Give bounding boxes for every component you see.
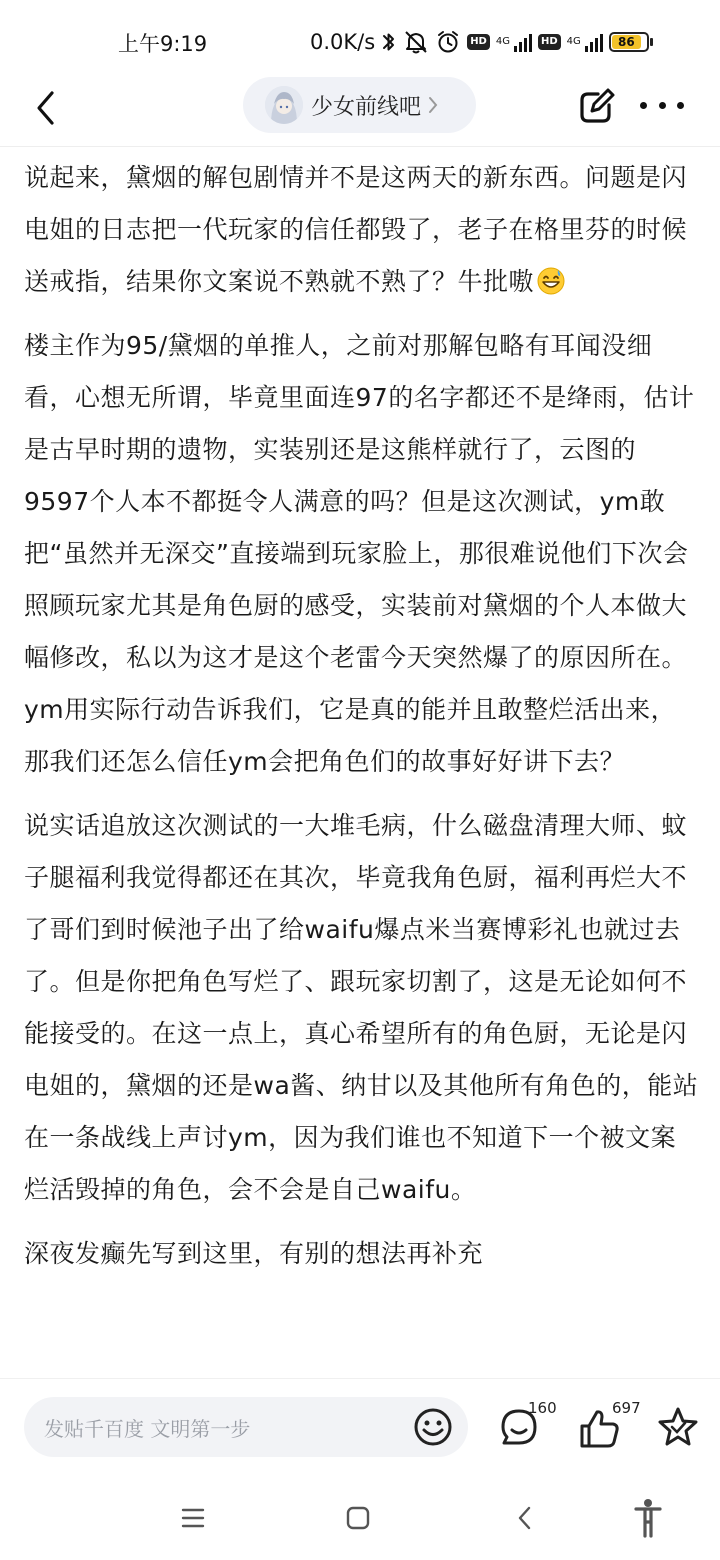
forum-name: 少女前线吧 (311, 94, 422, 120)
home-button[interactable] (336, 1496, 380, 1540)
emoji-button[interactable] (412, 1406, 454, 1448)
forum-avatar (265, 86, 303, 124)
forum-link[interactable] (243, 77, 476, 133)
post-paragraph: 说起来，黛烟的解包剧情并不是这两天的新东西。问题是闪电姐的日志把一代玩家的信任都毁了，老子在格里芬的时候送戒指，结果你文案说不熟就不熟了？牛批嗷 (24, 163, 688, 296)
edit-icon (578, 85, 618, 125)
accessibility-button[interactable] (626, 1496, 670, 1540)
recent-apps-button[interactable] (171, 1496, 215, 1540)
bluetooth-icon (381, 30, 397, 54)
accessibility-icon (633, 1498, 663, 1538)
comment-count: 160 (528, 1399, 557, 1417)
status-icons (310, 28, 653, 56)
grinning-sweat-emoji-icon (536, 266, 566, 296)
network-type: 4G (566, 36, 581, 47)
back-icon (34, 90, 58, 126)
like-count: 697 (612, 1399, 641, 1417)
reply-placeholder: 发贴千百度 文明第一步 (44, 1416, 251, 1441)
reply-input[interactable] (24, 1397, 468, 1457)
back-icon (517, 1506, 533, 1530)
status-time: 上午9:19 (118, 32, 208, 56)
post-paragraph: 深夜发癫先写到这里，有别的想法再补充 (24, 1239, 484, 1268)
hd-badge: HD (538, 34, 561, 50)
favorite-icon (656, 1405, 700, 1449)
chevron-right-icon (427, 95, 439, 115)
system-nav-bar (0, 1472, 720, 1560)
more-button[interactable] (640, 98, 684, 112)
post-content (24, 152, 700, 1292)
home-icon (346, 1506, 370, 1530)
status-bar (0, 0, 720, 80)
post-paragraph: 楼主作为95/黛烟的单推人，之前对那解包略有耳闻没细看，心想无所谓，毕竟里面连97的名字都还不是绛雨，估计是古早时期的遗物，实装别还是这熊样就行了，云图的9597个人本不都挺令人满意的吗？但是这次测试，ym敢把“虽然并无深交”直接端到玩家脸上，那很难说他们下次会照顾玩家尤其是角色厨的感受，实装前对黛烟的个人本做大幅修改，私以为这才是这个老雷今天突然爆了的原因所在。ym用实际行动告诉我们，它是真的能并且敢整烂活出来，那我们还怎么信任ym会把角色们的故事好好讲下去？ (24, 331, 695, 776)
edit-button[interactable] (578, 85, 618, 125)
like-button[interactable] (578, 1399, 648, 1451)
system-back-button[interactable] (503, 1496, 547, 1540)
favorite-button[interactable] (656, 1399, 702, 1451)
battery-level: 86 (612, 35, 641, 49)
more-icon (640, 102, 647, 109)
comment-button[interactable] (498, 1399, 558, 1451)
post-paragraph: 说实话追放这次测试的一大堆毛病，什么磁盘清理大师、蚊子腿福利我觉得都还在其次，毕竟我角色厨，福利再烂大不了哥们到时候池子出了给waifu爆点米当赛博彩礼也就过去了。但是你把角色写烂了、跟玩家切割了，这是无论如何不能接受的。在这一点上，真心希望所有的角色厨，无论是闪电姐的，黛烟的还是wa酱、纳甘以及其他所有角色的，能站在一条战线上声讨ym，因为我们谁也不知道下一个被文案烂活毁掉的角色，会不会是自己waifu。 (24, 811, 699, 1204)
hd-badge: HD (467, 34, 490, 50)
top-nav-bar (0, 80, 720, 147)
alarm-icon (435, 29, 461, 55)
mute-icon (403, 29, 429, 55)
battery-icon (609, 32, 653, 52)
emoji-icon (412, 1406, 454, 1448)
menu-icon (181, 1507, 205, 1529)
network-type: 4G (495, 36, 510, 47)
bottom-action-bar (0, 1378, 720, 1473)
back-button[interactable] (26, 84, 66, 132)
signal-icon (514, 32, 532, 52)
signal-icon (585, 32, 603, 52)
net-speed: 0.0K/s (310, 30, 376, 54)
